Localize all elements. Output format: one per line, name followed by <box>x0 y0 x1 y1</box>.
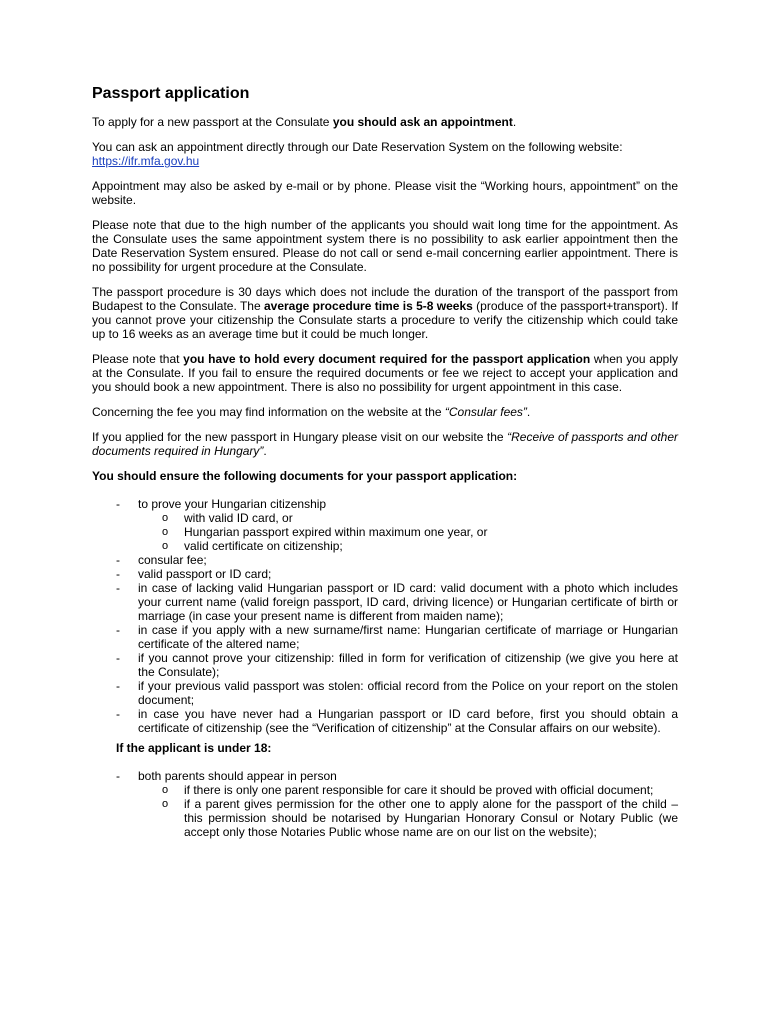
text-run: You can ask an appointment directly through our Date Reservation System on the following website: <box>92 140 623 154</box>
text-run: . <box>512 115 517 129</box>
text-run: Concerning the fee you may find information on the website at the <box>92 405 445 419</box>
text-run: The passport procedure is 30 days which does not include the duration of the transport of the passport from Budapest to the Consulate. The <box>92 285 678 313</box>
paragraph-email-phone: Appointment may also be asked by e-mail or by phone. Please visit the “Working hours, appointment” on the website. <box>92 179 678 207</box>
list-item <box>92 769 678 839</box>
sub-list-item: o if there is only one parent responsible for care it should be proved with official document; <box>138 783 678 797</box>
italic-run: “Receive of passports and other documents required in Hungary” <box>92 430 678 458</box>
paragraph-documents-note <box>92 352 678 394</box>
paragraph-wait-note: Please note that due to the high number of the applicants you should wait long time for the appointment. As the Consulate uses the same appointment system there is no possibility to ask earlier appointment then the Date Reservation System ensured. Please do not call or send e-mail concerning earlier appointment. There is no possibility for urgent procedure at the Consulate. <box>92 218 678 274</box>
documents-list <box>92 497 678 735</box>
list-item: - consular fee; <box>92 553 678 567</box>
sub-list <box>138 511 678 553</box>
list-item <box>92 497 678 553</box>
paragraph-date-reservation <box>92 140 678 168</box>
under18-list <box>92 769 678 839</box>
list-item-text: both parents should appear in person <box>138 769 337 783</box>
paragraph-procedure-time <box>92 285 678 341</box>
page-title: Passport application <box>92 85 250 102</box>
list-item: - valid passport or ID card; <box>92 567 678 581</box>
under18-heading: If the applicant is under 18: <box>116 741 272 755</box>
list-item: - if you cannot prove your citizenship: filled in form for verification of citizenship (we give you here at the Consulate); <box>92 651 678 679</box>
bold-run: average procedure time is 5-8 weeks <box>263 299 473 313</box>
list-item: - in case of lacking valid Hungarian passport or ID card: valid document with a photo which includes your current name (valid foreign passport, ID card, driving licence) or Hungarian certificate of birth or marriage (in case your present name is different from maiden name); <box>92 581 678 623</box>
sub-list-item: o Hungarian passport expired within maximum one year, or <box>138 525 678 539</box>
text-run: (produce of the passport+transport). If you cannot prove your citizenship the Consulate starts a procedure to verify the citizenship which could take up to 16 weeks as an average time but it could be much longer. <box>92 299 678 341</box>
italic-run: “Consular fees” <box>444 405 527 419</box>
document-page <box>92 84 678 839</box>
paragraph-fee <box>92 405 678 419</box>
list-item: - in case if you apply with a new surname/first name: Hungarian certificate of marriage or Hungarian certificate of the altered name; <box>92 623 678 651</box>
list-item: - if your previous valid passport was stolen: official record from the Police on your report on the stolen document; <box>92 679 678 707</box>
list-item: - in case you have never had a Hungarian passport or ID card before, first you should obtain a certificate of citizenship (see the “Verification of citizenship” at the Consular affairs on our website). <box>92 707 678 735</box>
text-run: To apply for a new passport at the Consulate <box>92 115 333 129</box>
paragraph-hungary <box>92 430 678 458</box>
reservation-link[interactable]: https://ifr.mfa.gov.hu <box>92 154 200 168</box>
sub-list-item: o valid certificate on citizenship; <box>138 539 678 553</box>
text-run: when you apply at the Consulate. If you fail to ensure the required documents or fee we reject to accept your application and you should book a new appointment. There is also no possibility for urgent appointment in this case. <box>92 352 678 394</box>
text-run: . <box>526 405 531 419</box>
sub-list-item: o with valid ID card, or <box>138 511 678 525</box>
sub-list <box>138 783 678 839</box>
sub-list-item: o if a parent gives permission for the other one to apply alone for the passport of the child – this permission should be notarised by Hungarian Honorary Consul or Notary Public (we accept only those Notaries Public whose name are on our list on the website); <box>138 797 678 839</box>
paragraph-appointment <box>92 115 678 129</box>
text-run: . <box>263 444 267 458</box>
list-item-text: to prove your Hungarian citizenship <box>138 497 327 511</box>
section-heading: You should ensure the following documents for your passport application: <box>92 469 518 483</box>
text-run: If you applied for the new passport in Hungary please visit on our website the <box>92 430 508 444</box>
text-run: Please note that <box>92 352 184 366</box>
bold-run: you should ask an appointment <box>332 115 513 129</box>
bold-run: you have to hold every document required for the passport application <box>183 352 591 366</box>
